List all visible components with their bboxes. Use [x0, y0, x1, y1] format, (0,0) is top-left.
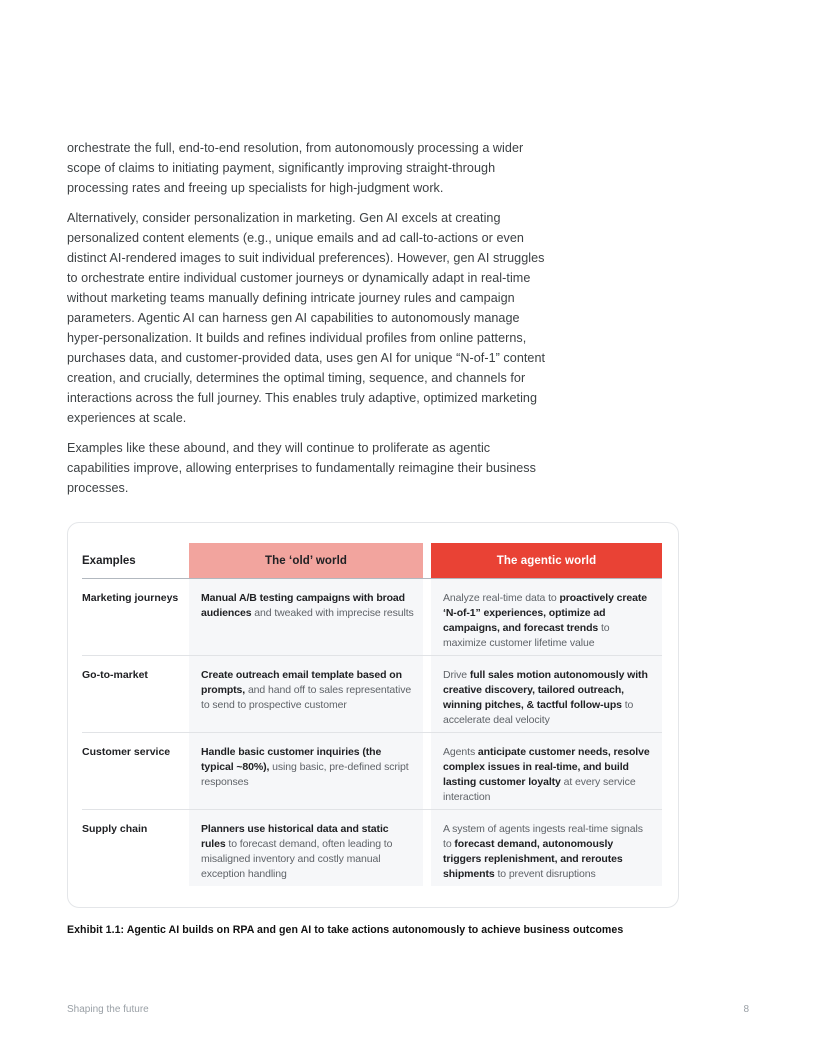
old-world-cell: Manual A/B testing campaigns with broad audiences and tweaked with imprecise results [189, 579, 423, 655]
agentic-world-cell: Drive full sales motion autonomously with creative discovery, tailored outreach, winning pitches, & tactful follow-ups to accelerate deal velocity [431, 656, 662, 732]
old-world-cell: Handle basic customer inquiries (the typical ~80%), using basic, pre-defined script responses [189, 733, 423, 809]
row-label: Customer service [82, 746, 171, 758]
exhibit-caption: Exhibit 1.1: Agentic AI builds on RPA and gen AI to take actions autonomously to achieve business outcomes [67, 924, 624, 936]
column-gap [423, 543, 431, 578]
agentic-world-cell: Analyze real-time data to proactively create ‘N-of-1” experiences, optimize ad campaigns, and forecast trends to maximize customer lifetime value [431, 579, 662, 655]
column-gap [423, 810, 431, 886]
table-row [82, 809, 662, 886]
table-row [82, 579, 662, 655]
row-label: Go-to-market [82, 669, 148, 681]
page-number: 8 [743, 1004, 749, 1015]
table-header-row [82, 543, 662, 579]
exhibit-table-card [67, 522, 679, 908]
row-label: Supply chain [82, 823, 148, 835]
old-world-column-header: The ‘old’ world [189, 543, 423, 578]
examples-column-header: Examples [82, 554, 136, 567]
old-world-cell: Planners use historical data and static rules to forecast demand, often leading to misaligned inventory and costly manual exception handling [189, 810, 423, 886]
table-body [82, 579, 678, 886]
agentic-world-cell: A system of agents ingests real-time signals to forecast demand, autonomously triggers replenishment, and reroutes shipments to prevent disruptions [431, 810, 662, 886]
agentic-world-cell: Agents anticipate customer needs, resolve complex issues in real-time, and build lasting customer loyalty at every service interaction [431, 733, 662, 809]
column-gap [423, 579, 431, 655]
row-label: Marketing journeys [82, 592, 179, 604]
column-gap [423, 656, 431, 732]
table-row [82, 655, 662, 732]
body-paragraph: Alternatively, consider personalization in marketing. Gen AI excels at creating personalized content elements (e.g., unique emails and ad call-to-actions or even distinct AI-rendered images to suit individual preferences). However, gen AI struggles to orchestrate entire individual customer journeys or dynamically adapt in real-time without marketing teams manually defining intricate journey rules and campaign parameters. Agentic AI can harness gen AI capabilities to autonomously manage hyper-personalization. It builds and refines individual profiles from online patterns, purchases data, and customer-provided data, uses gen AI for unique “N-of-1” content creation, and crucially, determines the optimal timing, sequence, and channels for interactions across the full journey. This enables truly adaptive, optimized marketing experiences at scale. [67, 211, 546, 425]
page-footer [67, 1004, 749, 1015]
body-paragraph: orchestrate the full, end-to-end resolution, from autonomously processing a wider scope of claims to initiating payment, significantly improving straight-through processing rates and freeing up specialists for high-judgment work. [67, 141, 524, 195]
body-paragraphs [67, 138, 551, 498]
agentic-world-column-header: The agentic world [431, 543, 662, 578]
footer-running-title: Shaping the future [67, 1004, 149, 1015]
body-paragraph: Examples like these abound, and they will continue to proliferate as agentic capabilities improve, allowing enterprises to fundamentally reimagine their business processes. [67, 441, 537, 495]
table-row [82, 732, 662, 809]
old-world-cell: Create outreach email template based on prompts, and hand off to sales representative to send to prospective customer [189, 656, 423, 732]
column-gap [423, 733, 431, 809]
